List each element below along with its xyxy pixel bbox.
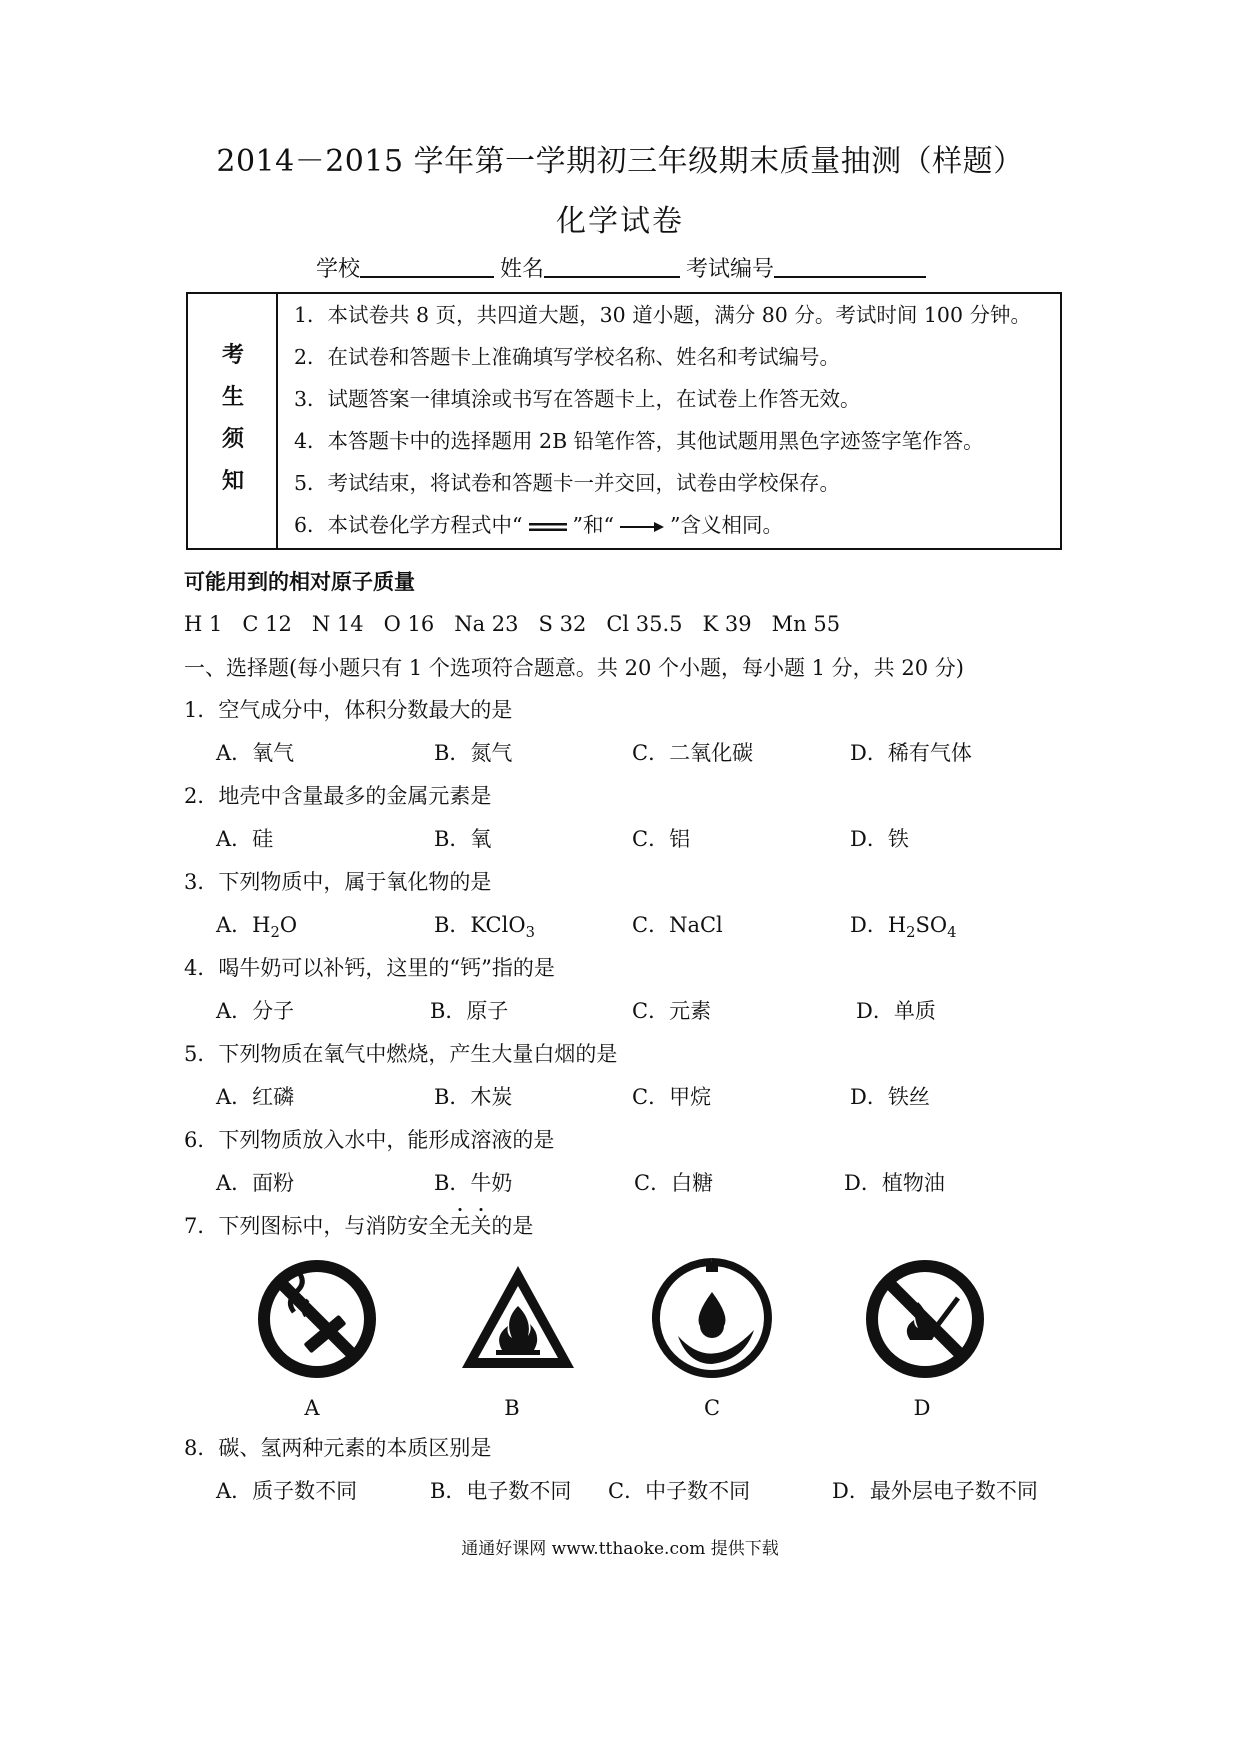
name-label: 姓名 [500,257,545,282]
option-c: C．白糖 [634,1171,714,1195]
subscript: 2 [906,924,916,942]
option-b: B．木炭 [434,1085,513,1109]
notice-item: 5．考试结束，将试卷和答题卡一并交回，试卷由学校保存。 [294,471,841,495]
notice-heading-char: 知 [221,469,244,494]
option-a: A．红磷 [216,1085,295,1109]
option-b: B．牛奶 [434,1171,513,1195]
icon-label-c: C [703,1396,721,1420]
option-d: D．稀有气体 [850,741,972,765]
atomic-mass-item: Mn 55 [771,612,841,636]
option-c: C．铝 [632,827,691,851]
option-a: A．质子数不同 [216,1479,358,1503]
flammable-warning-icon [458,1262,578,1374]
emphasis-text: 关 [470,1214,492,1238]
option-a-text: A．H [216,913,271,937]
notice-item6-suffix: ”含义相同。 [670,513,783,537]
option-a: A．分子 [216,999,295,1023]
option-d: D．植物油 [844,1171,945,1195]
option-d-text: D．H [850,913,907,937]
option-a [216,909,297,941]
student-info-fields [316,252,932,283]
question-stem-text: 的是 [491,1214,534,1238]
option-c: C．甲烷 [632,1085,712,1109]
icon-label-a: A [304,1396,320,1420]
notice-heading [188,294,278,548]
option-d: D．单质 [856,999,936,1023]
option-d: D．最外层电子数不同 [832,1479,1038,1503]
question-stem: 8．碳、氢两种元素的本质区别是 [184,1436,492,1460]
option-b: B．氮气 [434,741,513,765]
notice-item6-prefix: 6．本试卷化学方程式中“ [294,513,523,537]
no-smoking-icon [256,1258,378,1380]
question-stem-text: 7．下列图标中，与消防安全 [184,1214,450,1238]
notice-item: 1．本试卷共 8 页，共四道大题，30 道小题，满分 80 分。考试时间 100 分钟。 [294,303,1031,327]
atomic-mass-list [184,612,860,636]
question-stem: 6．下列物质放入水中，能形成溶液的是 [184,1128,555,1152]
option-a-text: O [279,913,298,937]
notice-item-6 [294,508,783,538]
option-d [850,909,956,941]
option-a: A．硅 [216,827,274,851]
exam-no-label: 考试编号 [686,257,775,282]
option-b: B．氧 [434,827,492,851]
notice-heading-char: 考 [221,343,244,368]
no-open-flame-icon [864,1258,986,1380]
subscript: 4 [947,924,957,942]
exam-notice-box [186,292,1062,550]
exam-subtitle: 化学试卷 [556,204,684,239]
notice-item: 4．本答题卡中的选择题用 2B 铅笔作答，其他试题用黑色字迹签字笔作答。 [294,429,984,453]
option-d-text: SO [915,913,948,937]
equals-sign-icon [529,523,567,531]
notice-item: 2．在试卷和答题卡上准确填写学校名称、姓名和考试编号。 [294,345,841,369]
option-b [434,909,535,941]
notice-heading-char: 须 [221,427,244,452]
option-c: C．二氧化碳 [632,741,754,765]
notice-item: 3．试题答案一律填涂或书写在答题卡上，在试卷上作答无效。 [294,387,861,411]
question-stem: 5．下列物质在氧气中燃烧，产生大量白烟的是 [184,1042,618,1066]
atomic-mass-item: Cl 35.5 [606,612,683,636]
option-c: C．元素 [632,999,712,1023]
atomic-mass-item: N 14 [311,612,364,636]
subscript: 3 [525,924,535,942]
school-label: 学校 [316,257,361,282]
water-saving-icon [648,1254,776,1382]
atomic-mass-item: H 1 [184,612,223,636]
question-stem: 3．下列物质中，属于氧化物的是 [184,870,492,894]
reaction-arrow-icon [620,522,664,532]
question-stem: 1．空气成分中，体积分数最大的是 [184,698,513,722]
question-stem: 4．喝牛奶可以补钙，这里的“钙”指的是 [184,956,555,980]
option-c: C．NaCl [632,913,723,937]
school-blank[interactable] [360,256,494,278]
option-b: B．电子数不同 [430,1479,572,1503]
option-b: B．原子 [430,999,509,1023]
icon-label-b: B [504,1396,520,1420]
exam-no-blank[interactable] [774,256,926,278]
option-a: A．氧气 [216,741,295,765]
option-b-text: B．KClO [434,913,526,937]
option-d: D．铁 [850,827,909,851]
icon-label-d: D [913,1396,931,1420]
atomic-mass-item: Na 23 [454,612,519,636]
name-blank[interactable] [544,256,680,278]
atomic-mass-item: S 32 [538,612,587,636]
subscript: 2 [270,924,280,942]
atomic-mass-title: 可能用到的相对原子质量 [184,570,415,594]
notice-heading-char: 生 [221,385,244,410]
section-heading: 一、选择题(每小题只有 1 个选项符合题意。共 20 个小题，每小题 1 分，共 20 分) [184,656,964,680]
atomic-mass-item: K 39 [702,612,752,636]
question-stem: 2．地壳中含量最多的金属元素是 [184,784,492,808]
emphasis-text: 无 [449,1214,471,1238]
option-d: D．铁丝 [850,1085,930,1109]
exam-title: 2014－2015 学年第一学期初三年级期末质量抽测（样题） [216,144,1024,179]
question-stem [184,1210,533,1240]
download-footer: 通通好课网 www.tthaoke.com 提供下载 [461,1539,779,1559]
option-a: A．面粉 [216,1171,295,1195]
notice-item6-mid: ”和“ [572,513,614,537]
atomic-mass-item: C 12 [242,612,292,636]
atomic-mass-item: O 16 [383,612,435,636]
option-c: C．中子数不同 [608,1479,751,1503]
